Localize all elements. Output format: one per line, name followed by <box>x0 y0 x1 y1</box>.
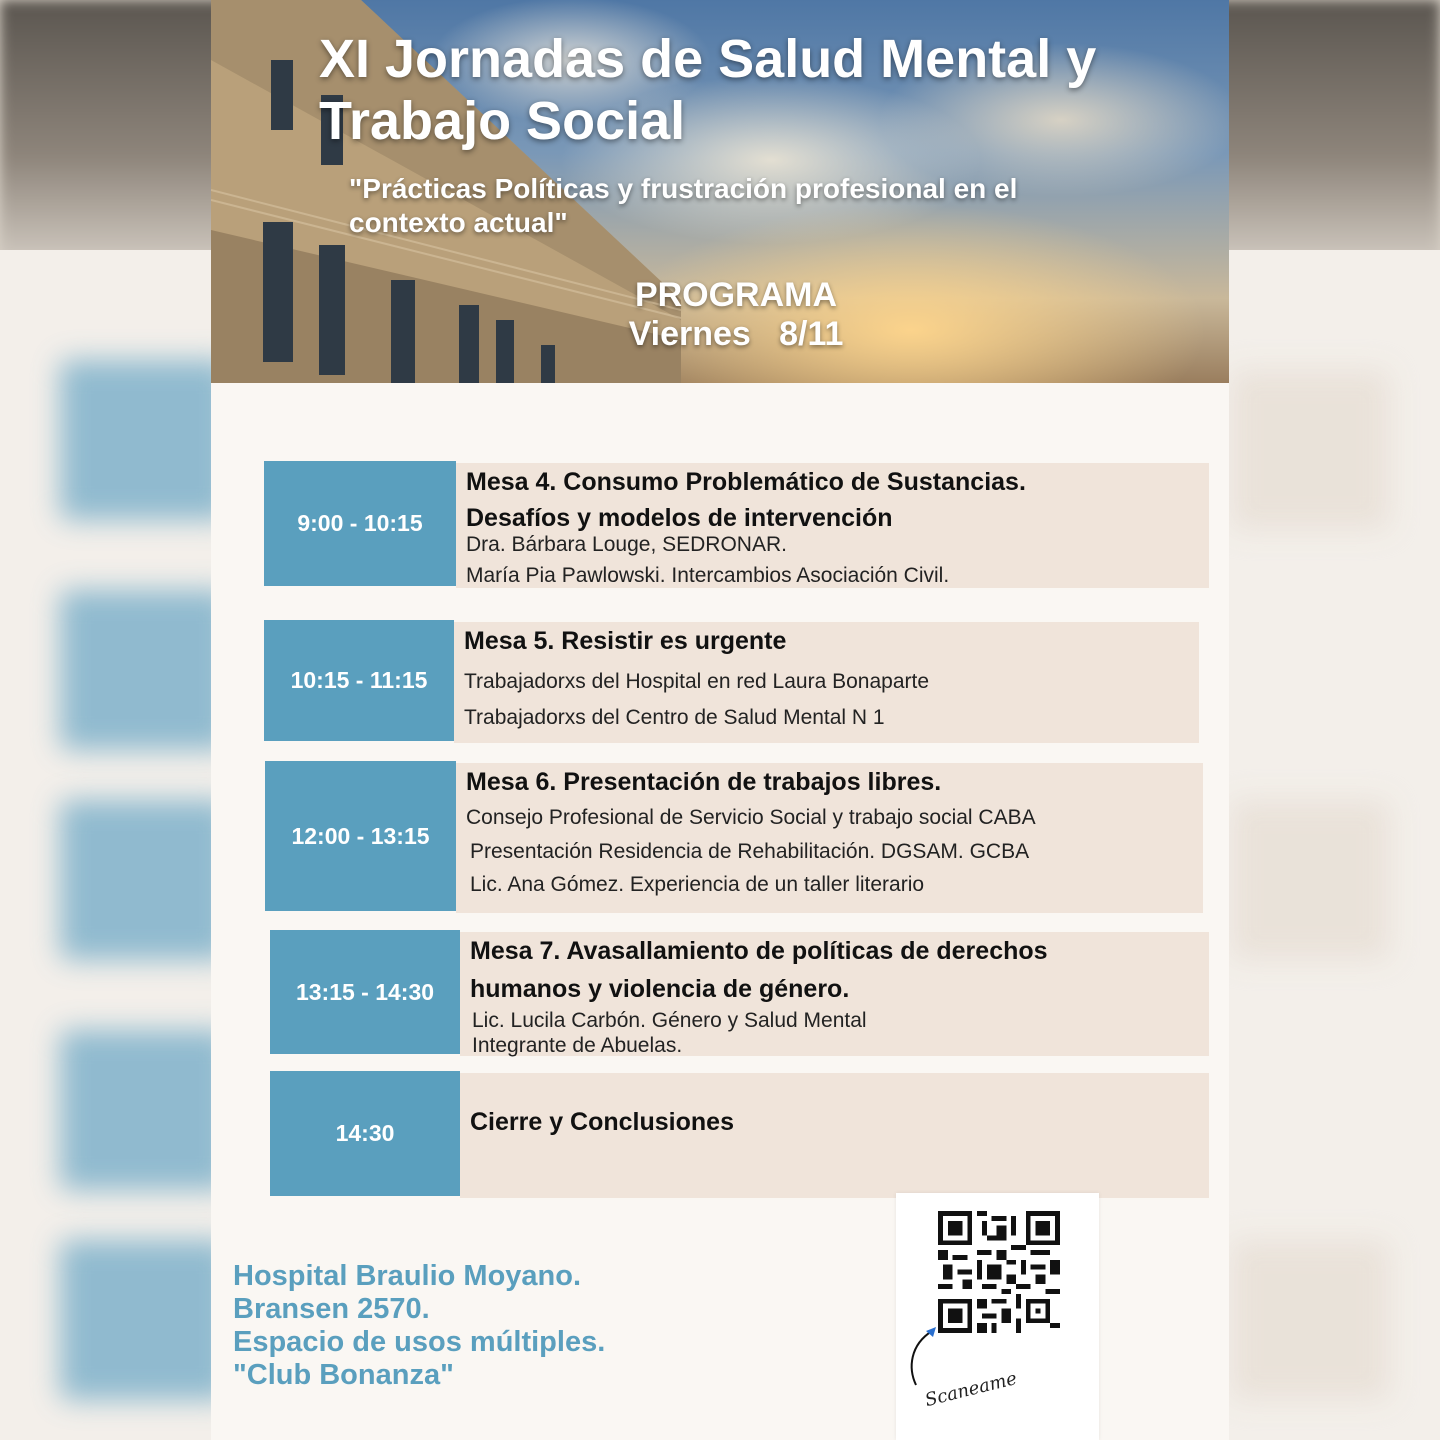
speaker: Lic. Lucila Carbón. Género y Salud Mental <box>472 1009 867 1032</box>
session-title: Mesa 5. Resistir es urgente <box>464 627 787 655</box>
session-details <box>456 763 1203 913</box>
backdrop-band <box>60 1240 230 1400</box>
speaker: Trabajadorxs del Centro de Salud Mental N 1 <box>464 706 885 729</box>
backdrop-band <box>1230 800 1390 960</box>
speaker: María Pia Pawlowski. Intercambios Asociación Civil. <box>466 564 950 587</box>
venue-address: Bransen 2570. <box>233 1293 430 1325</box>
schedule-row <box>264 620 1199 741</box>
event-subtitle: "Prácticas Políticas y frustración profesional en el contexto actual" <box>349 173 1018 238</box>
event-date: Viernes 8/11 <box>628 315 844 353</box>
venue-club: "Club Bonanza" <box>233 1359 454 1391</box>
qr-card[interactable] <box>896 1193 1099 1440</box>
time-slot: 12:00 - 13:15 <box>265 761 456 911</box>
schedule-row <box>264 461 1209 586</box>
programa-heading: PROGRAMA <box>634 276 838 314</box>
speaker: Integrante de Abuelas. <box>472 1034 683 1057</box>
speaker: Lic. Ana Gómez. Experiencia de un taller literario <box>470 873 925 896</box>
schedule-row <box>270 930 1209 1057</box>
speaker: Consejo Profesional de Servicio Social y trabajo social CABA <box>466 806 1036 829</box>
event-title-line1: XI Jornadas de Salud Mental y <box>319 29 1097 89</box>
session-title: Mesa 6. Presentación de trabajos libres. <box>466 768 942 796</box>
scan-label: Scaneame <box>922 1367 1019 1412</box>
backdrop-band <box>60 360 230 520</box>
session-title: Desafíos y modelos de intervención <box>466 504 893 532</box>
session-details <box>460 932 1209 1056</box>
venue-name: Hospital Braulio Moyano. <box>233 1260 582 1292</box>
backdrop-band <box>60 590 230 750</box>
session-details <box>460 1073 1209 1198</box>
schedule-row <box>270 1071 1209 1196</box>
schedule-row <box>265 761 1203 911</box>
time-slot: 14:30 <box>270 1071 460 1196</box>
backdrop-band <box>60 1030 230 1190</box>
venue-space: Espacio de usos múltiples. <box>233 1326 606 1358</box>
speaker: Trabajadorxs del Hospital en red Laura Bonaparte <box>464 670 930 693</box>
session-title: Cierre y Conclusiones <box>470 1108 734 1136</box>
event-poster <box>211 0 1229 1440</box>
time-slot: 9:00 - 10:15 <box>264 461 456 586</box>
event-title-line2: Trabajo Social <box>319 91 686 151</box>
session-title: Mesa 4. Consumo Problemático de Sustancias. <box>466 468 1026 496</box>
event-title <box>319 28 1199 152</box>
session-details <box>456 463 1209 588</box>
speaker: Presentación Residencia de Rehabilitación. DGSAM. GCBA <box>470 840 1030 863</box>
session-details <box>454 622 1199 743</box>
session-title: Mesa 7. Avasallamiento de políticas de derechos <box>470 937 1048 965</box>
backdrop-band <box>1230 1240 1390 1400</box>
time-slot: 10:15 - 11:15 <box>264 620 454 741</box>
time-slot: 13:15 - 14:30 <box>270 930 460 1054</box>
qr-code-icon[interactable] <box>938 1211 1060 1333</box>
session-title: humanos y violencia de género. <box>470 975 850 1003</box>
scan-arrow-icon <box>906 1323 946 1393</box>
backdrop-band <box>60 800 230 960</box>
speaker: Dra. Bárbara Louge, SEDRONAR. <box>466 533 787 556</box>
venue-info <box>233 1260 753 1392</box>
hero-banner <box>211 0 1229 383</box>
backdrop-band <box>1230 370 1390 530</box>
